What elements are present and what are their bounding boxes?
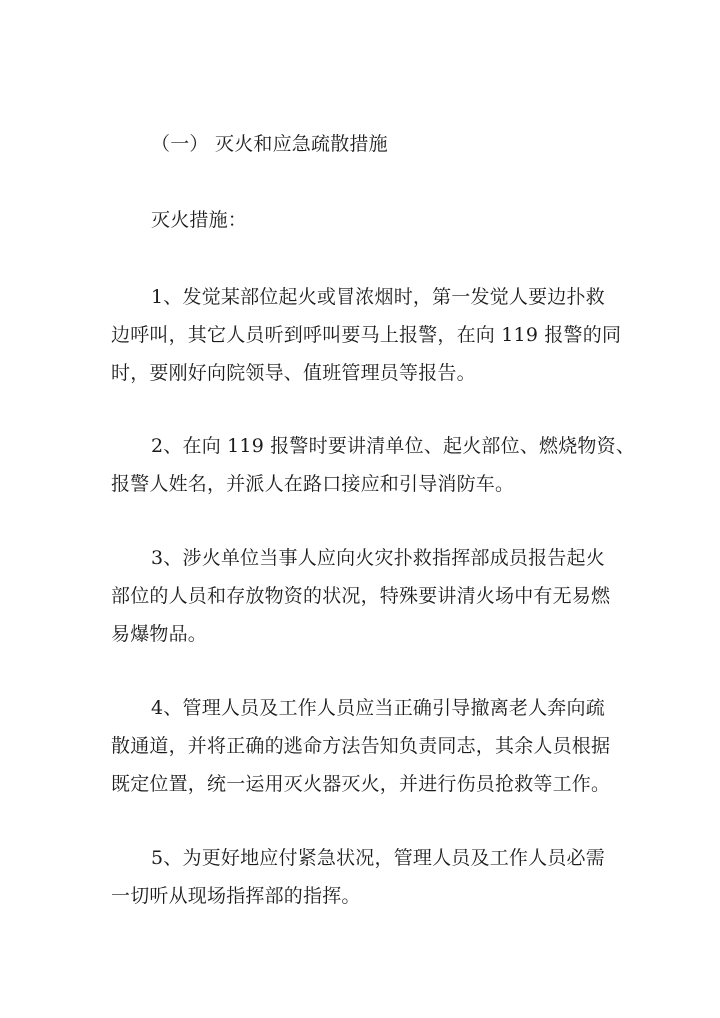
paragraph-line: 报警人姓名，并派人在路口接应和引导消防车。 — [111, 473, 515, 495]
paragraph-line: 5、为更好地应付紧急状况，管理人员及工作人员必需 — [151, 847, 605, 869]
paragraph-line: 部位的人员和存放物资的状况，特殊要讲清火场中有无易燃 — [111, 585, 611, 607]
section-title: 灭火和应急疏散措施 — [215, 133, 388, 155]
paragraph-line: 一切听从现场指挥部的指挥。 — [111, 885, 361, 907]
paragraph-line: 2、在向 119 报警时要讲清单位、起火部位、燃烧物资、 — [151, 435, 636, 457]
paragraph-line: 4、管理人员及工作人员应当正确引导撤离老人奔向疏 — [151, 697, 605, 719]
paragraph-line: 散通道，并将正确的逃命方法告知负责同志，其余人员根据 — [111, 735, 611, 757]
paragraph-line: 边呼叫，其它人员听到呼叫要马上报警，在向 119 报警的同 — [111, 324, 622, 346]
subheading-text: 灭火措施： — [151, 209, 248, 231]
paragraph-line: 易爆物品。 — [111, 623, 208, 645]
paragraph-line: 3、涉火单位当事人应向火灾扑救指挥部成员报告起火 — [151, 547, 605, 569]
paragraph-line: 1、发觉某部位起火或冒浓烟时，第一发觉人要边扑救 — [151, 286, 605, 308]
paragraph-line: 既定位置，统一运用灭火器灭火，并进行伤员抢救等工作。 — [111, 773, 611, 795]
paragraph-line: 时，要刚好向院领导、值班管理员等报告。 — [111, 362, 476, 384]
section-number: （一） — [151, 133, 209, 155]
